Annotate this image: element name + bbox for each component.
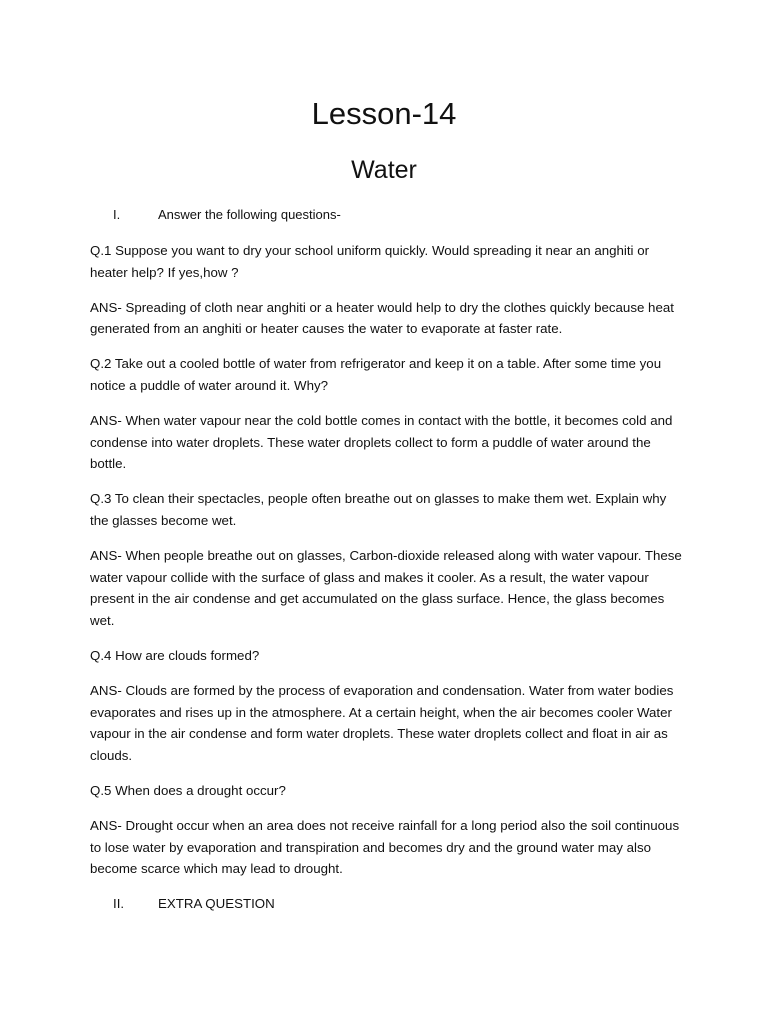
section-title: Answer the following questions- (158, 207, 341, 222)
answer-5: ANS- Drought occur when an area does not receive rainfall for a long period also the soil continuous to lose water by evaporation and transpiration and becomes dry and the ground water may also become scarce which may lead to drought. (90, 817, 680, 877)
section-heading-2 (90, 893, 682, 915)
question-5: Q.5 When does a drought occur? (90, 782, 286, 798)
section-number: I. (113, 207, 121, 222)
section-number: II. (113, 896, 125, 912)
section-heading-1 (90, 205, 682, 225)
section-title: EXTRA QUESTION (158, 896, 275, 912)
answer-3: ANS- When people breathe out on glasses, Carbon-dioxide released along with water vapour. These water vapour collide with the surface of glass and makes it cooler. As a result, the water vapour present in the air condense and get accumulated on the glass surface. Hence, the glass becomes wet. (90, 547, 682, 629)
subject-title: Water (351, 156, 417, 184)
answer-1: ANS- Spreading of cloth near anghiti or a heater would help to dry the clothes quickly because heat generated from an anghiti or heater causes the water to evaporate at faster rate. (90, 299, 674, 337)
lesson-title: Lesson-14 (311, 96, 457, 131)
answer-4: ANS- Clouds are formed by the process of evaporation and condensation. Water from water bodies evaporates and rises up in the atmosphere. At a certain height, when the air becomes cooler Water vapour in the air condense and form water droplets. These water droplets collect and float in air as clouds. (90, 682, 674, 764)
question-2: Q.2 Take out a cooled bottle of water from refrigerator and keep it on a table. After some time you notice a puddle of water around it. Why? (90, 356, 662, 393)
question-3: Q.3 To clean their spectacles, people often breathe out on glasses to make them wet. Explain why the glasses become wet. (90, 491, 667, 528)
question-1: Q.1 Suppose you want to dry your school uniform quickly. Would spreading it near an anghiti or heater help? If yes,how ? (90, 243, 650, 280)
answer-2: ANS- When water vapour near the cold bottle comes in contact with the bottle, it becomes cold and condense into water droplets. These water droplets collect to form a puddle of water around the bottle. (90, 412, 673, 472)
question-4: Q.4 How are clouds formed? (90, 647, 260, 663)
document-content (90, 205, 682, 928)
